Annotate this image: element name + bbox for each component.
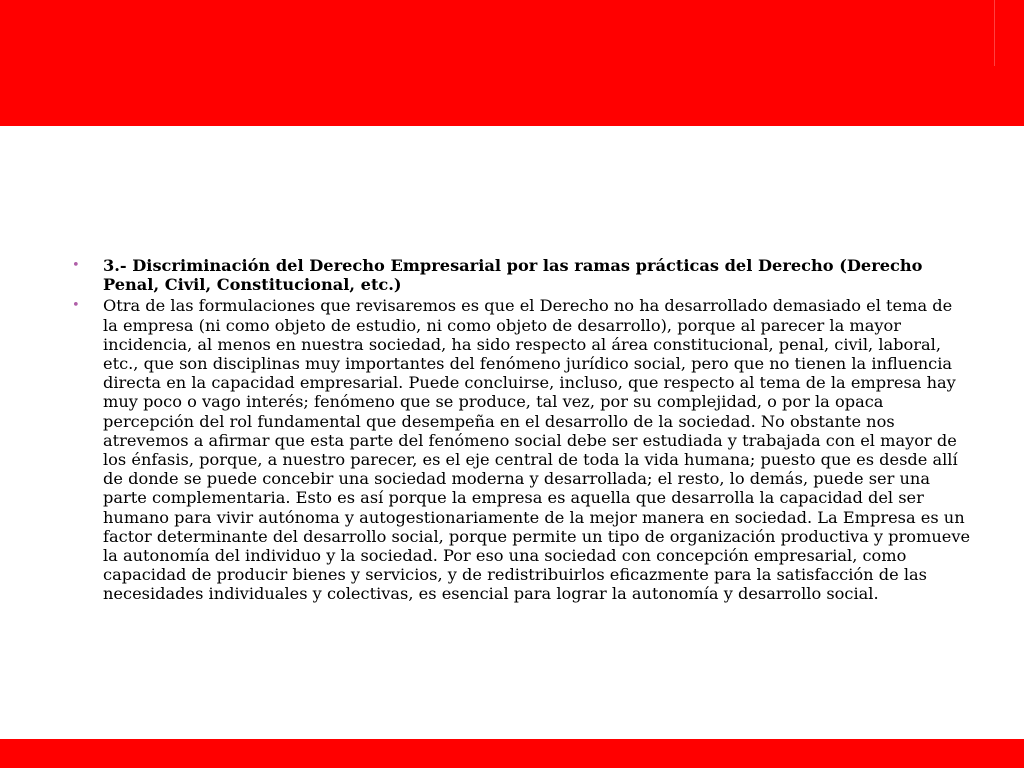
bullet-dot-icon: • [72,298,80,314]
bullet-heading-text: 3.- Discriminación del Derecho Empresarial por las ramas prácticas del Derecho (Derecho Penal, Civil, Constitucional, etc.) [103,256,923,295]
bullet-body-text: Otra de las formulaciones que revisaremos es que el Derecho no ha desarrollado demasiado el tema de la empresa (ni como objeto de estudio, ni como objeto de desarrollo), porque al parecer la mayor incidencia, al menos en nuestra sociedad, ha sido respecto al área constitucional, penal, civil, laboral, etc., que son disciplinas muy importantes del fenómeno jurídico social, pero que no tienen la influencia directa en la capacidad empresarial. Puede concluirse, incluso, que respecto al tema de la empresa hay muy poco o vago interés; fenómeno que se produce, tal vez, por su complejidad, o por la opaca percepción del rol fundamental que desempeña en el desarrollo de la sociedad. No obstante nos atrevemos a afirmar que esta parte del fenómeno social debe ser estudiada y trabajada con el mayor de los énfasis, porque, a nuestro parecer, es el eje central de toda la vida humana; puesto que es desde allí de donde se puede concebir una sociedad moderna y desarrollada; el resto, lo demás, puede ser una parte complementaria. Esto es así porque la empresa es aquella que desarrolla la capacidad del ser humano para vivir autónoma y autogestionariamente de la mejor manera en sociedad. La Empresa es un factor determinante del desarrollo social, porque permite un tipo de organización productiva y promueve la autonomía del individuo y la sociedad. Por eso una sociedad con concepción empresarial, como capacidad de producir bienes y servicios, y de redistribuirlos eficazmente para la satisfacción de las necesidades individuales y colectivas, es esencial para lograr la autonomía y desarrollo social. [103,296,971,604]
bottom-red-band [0,739,1024,768]
slide-bullet-list [66,256,971,606]
bullet-dot-icon: • [72,258,80,273]
top-band-edge-line [994,0,995,66]
top-red-band [0,0,1024,126]
bullet-heading [66,256,971,294]
bullet-body [66,296,971,603]
